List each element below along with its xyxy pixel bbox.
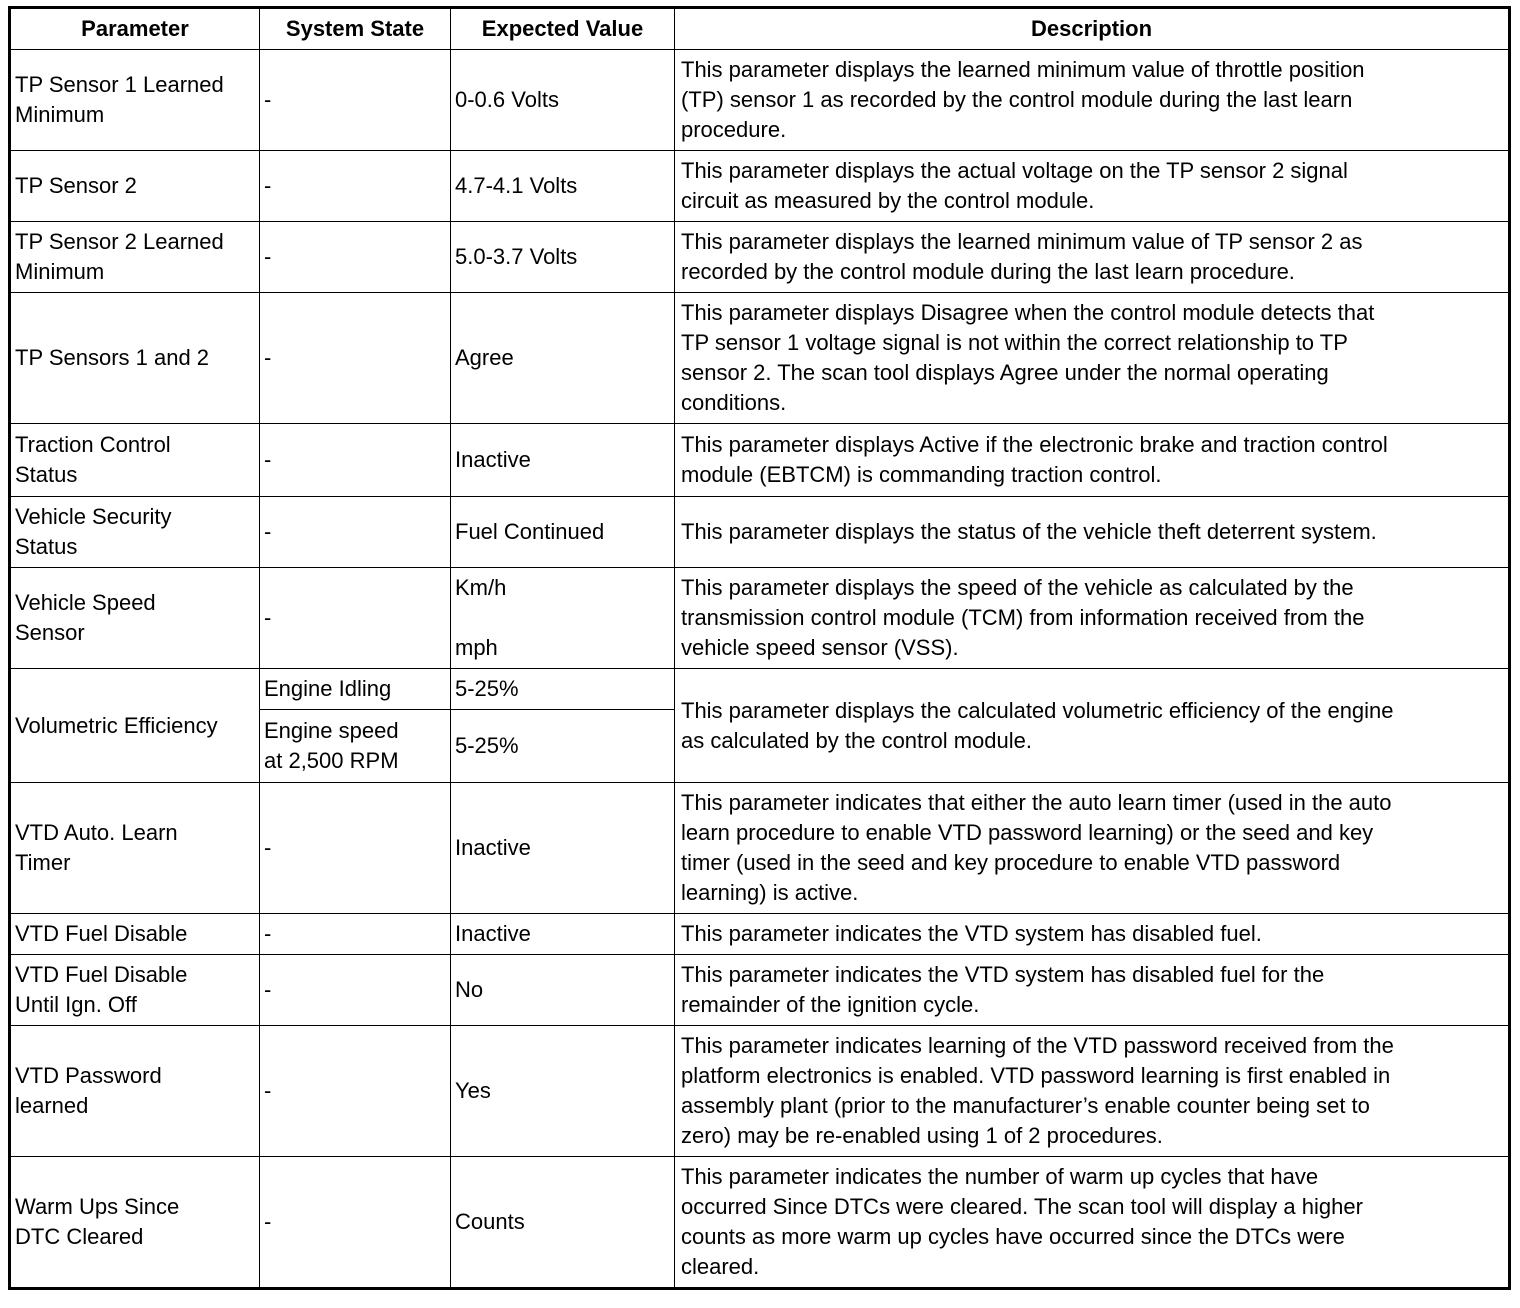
expected-value-cell: 4.7-4.1 Volts (451, 151, 675, 222)
description-cell: This parameter indicates learning of the VTD password received from the platform electronics is enabled. VTD password learning is first enabled in assembly plant (prior to the manufacturer’s enable counter being set to zero) may be re-enabled using 1 of 2 procedures. (675, 1026, 1510, 1157)
expected-value-cell: 5.0-3.7 Volts (451, 222, 675, 293)
parameter-cell: VTD Password learned (10, 1026, 260, 1157)
system-state-cell: - (260, 497, 451, 568)
system-state-cell: - (260, 1157, 451, 1289)
parameter-cell: Warm Ups Since DTC Cleared (10, 1157, 260, 1289)
system-state-cell: Engine Idling (260, 669, 451, 710)
description-cell: This parameter displays Disagree when the control module detects that TP sensor 1 voltage signal is not within the correct relationship to TP sensor 2. The scan tool displays Agree under the normal operating conditions. (675, 293, 1510, 424)
system-state-cell: - (260, 783, 451, 914)
expected-value-cell: 5-25% (451, 710, 675, 783)
parameter-cell: VTD Auto. Learn Timer (10, 783, 260, 914)
parameter-cell: Traction Control Status (10, 424, 260, 497)
table-row (10, 783, 1510, 914)
table-row (10, 151, 1510, 222)
table-row (10, 1157, 1510, 1289)
system-state-cell: - (260, 293, 451, 424)
table-row (10, 50, 1510, 151)
expected-value-cell: Inactive (451, 914, 675, 955)
description-cell: This parameter displays the learned minimum value of throttle position (TP) sensor 1 as recorded by the control module during the last learn procedure. (675, 50, 1510, 151)
system-state-cell: - (260, 424, 451, 497)
parameter-cell: Vehicle Speed Sensor (10, 568, 260, 669)
expected-value-cell: No (451, 955, 675, 1026)
header-parameter: Parameter (10, 8, 260, 50)
table-row (10, 293, 1510, 424)
system-state-cell: - (260, 914, 451, 955)
description-cell: This parameter displays the actual voltage on the TP sensor 2 signal circuit as measured by the control module. (675, 151, 1510, 222)
description-cell: This parameter indicates the number of warm up cycles that have occurred Since DTCs were cleared. The scan tool will display a higher counts as more warm up cycles have occurred since the DTCs were cleared. (675, 1157, 1510, 1289)
table-row (10, 669, 1510, 710)
description-cell: This parameter indicates the VTD system has disabled fuel for the remainder of the ignition cycle. (675, 955, 1510, 1026)
expected-value-cell: Km/h mph (451, 568, 675, 669)
system-state-cell: - (260, 151, 451, 222)
system-state-cell: - (260, 50, 451, 151)
parameter-cell: VTD Fuel Disable (10, 914, 260, 955)
table-row (10, 497, 1510, 568)
description-cell: This parameter displays the calculated volumetric efficiency of the engine as calculated by the control module. (675, 669, 1510, 783)
header-row (10, 8, 1510, 50)
expected-value-cell: Fuel Continued (451, 497, 675, 568)
parameter-cell: TP Sensor 1 Learned Minimum (10, 50, 260, 151)
system-state-cell: - (260, 1026, 451, 1157)
expected-value-cell: Yes (451, 1026, 675, 1157)
parameter-table (8, 6, 1511, 1290)
table-body (10, 50, 1510, 1289)
table-row (10, 424, 1510, 497)
description-cell: This parameter displays the speed of the vehicle as calculated by the transmission control module (TCM) from information received from the vehicle speed sensor (VSS). (675, 568, 1510, 669)
parameter-cell: TP Sensor 2 (10, 151, 260, 222)
expected-value-cell: 5-25% (451, 669, 675, 710)
parameter-cell: Volumetric Efficiency (10, 669, 260, 783)
header-system-state: System State (260, 8, 451, 50)
header-description: Description (675, 8, 1510, 50)
expected-value-cell: Agree (451, 293, 675, 424)
expected-value-cell: 0-0.6 Volts (451, 50, 675, 151)
table-row (10, 222, 1510, 293)
system-state-cell: - (260, 568, 451, 669)
system-state-cell: - (260, 222, 451, 293)
description-cell: This parameter displays the status of the vehicle theft deterrent system. (675, 497, 1510, 568)
description-cell: This parameter indicates that either the auto learn timer (used in the auto learn procedure to enable VTD password learning) or the seed and key timer (used in the seed and key procedure to enable VTD password learning) is active. (675, 783, 1510, 914)
description-cell: This parameter displays Active if the electronic brake and traction control module (EBTCM) is commanding traction control. (675, 424, 1510, 497)
parameter-cell: TP Sensor 2 Learned Minimum (10, 222, 260, 293)
table-row (10, 568, 1510, 669)
description-cell: This parameter indicates the VTD system has disabled fuel. (675, 914, 1510, 955)
header-expected-value: Expected Value (451, 8, 675, 50)
expected-value-cell: Counts (451, 1157, 675, 1289)
system-state-cell: Engine speed at 2,500 RPM (260, 710, 451, 783)
description-cell: This parameter displays the learned minimum value of TP sensor 2 as recorded by the control module during the last learn procedure. (675, 222, 1510, 293)
table-row (10, 1026, 1510, 1157)
table-row (10, 955, 1510, 1026)
expected-value-cell: Inactive (451, 783, 675, 914)
system-state-cell: - (260, 955, 451, 1026)
parameter-cell: TP Sensors 1 and 2 (10, 293, 260, 424)
expected-value-cell: Inactive (451, 424, 675, 497)
parameter-cell: VTD Fuel Disable Until Ign. Off (10, 955, 260, 1026)
parameter-cell: Vehicle Security Status (10, 497, 260, 568)
table-row (10, 914, 1510, 955)
